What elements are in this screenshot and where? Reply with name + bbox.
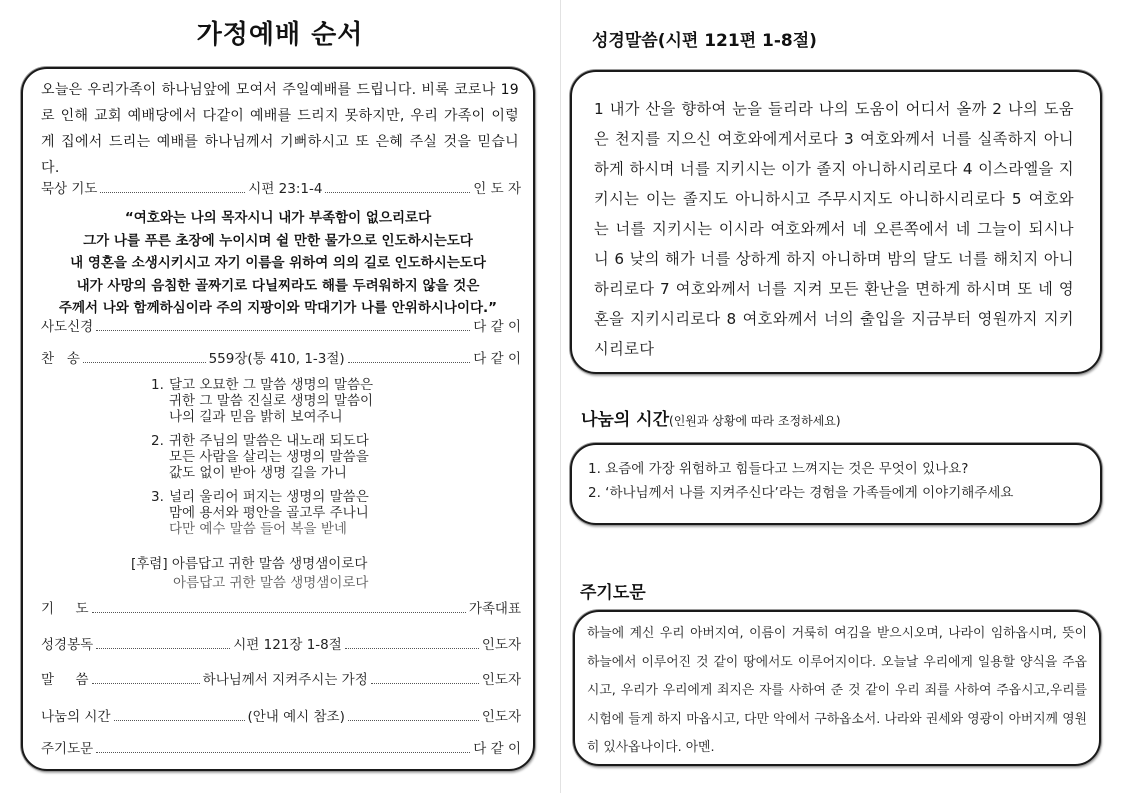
order-detail: 559장(통 410, 1-3절) [208, 351, 345, 367]
order-leader: 인도자 [481, 637, 521, 653]
lyric-line: 나의 길과 믿음 밝히 보여주니 [169, 409, 343, 425]
order-label: 사도신경 [41, 319, 94, 335]
lyric-line: 다만 예수 말씀 들어 복을 받네 [169, 521, 347, 537]
worship-order-box [21, 67, 535, 771]
chorus-line: [후렴] 아름답고 귀한 말씀 생명샘이로다 [131, 556, 368, 572]
lyric-line: 맘에 용서와 평안을 골고루 주나니 [169, 505, 369, 521]
order-item-sharing-time [41, 707, 521, 725]
lyric-line: 값도 없이 받아 생명 길을 가니 [169, 465, 347, 481]
dot-leader [348, 362, 471, 363]
dot-leader [100, 192, 245, 193]
order-leader: 인도자 [481, 672, 521, 688]
order-item-lords-prayer [41, 739, 521, 757]
scripture-box [570, 70, 1102, 374]
sharing-box [570, 443, 1102, 525]
dot-leader [92, 683, 200, 684]
sharing-title-text: 나눔의 시간 [581, 410, 670, 430]
stanza-number: 3. [151, 489, 164, 505]
dot-leader [114, 720, 245, 721]
intro-paragraph: 오늘은 우리가족이 하나님앞에 모여서 주일예배를 드립니다. 비록 코로나 19로 인해 교회 예배당에서 다같이 예배를 드리지 못하지만, 우리 가족이 이렇게 집에서 드리는 예배를 하나님께서 기뻐하시고 또 은혜 주실 것을 믿습니다. [41, 82, 519, 176]
dot-leader [96, 648, 230, 649]
dot-leader [96, 330, 470, 331]
scripture-text: 1 내가 산을 향하여 눈을 들리라 나의 도움이 어디서 올까 2 나의 도움은 천지를 지으신 여호와에게서로다 3 여호와께서 너를 실족하지 아니하게 하시며 너를 지키시는 이가 졸지 아니하시리로다 4 이스라엘을 지키시는 이는 졸지도 아니하시고 주무시지도 아니하시리로다 5 여호와는 너를 지키시는 이시라 여호와께서 네 오른쪽에서 네 그늘이 되시나니 6 낮의 해가 너를 상하게 하지 아니하며 밤의 달도 너를 해치지 아니하리로다 7 여호와께서 너를 지켜 모든 환난을 면하게 하시며 또 네 영혼을 지키시리로다 8 여호와께서 너의 출입을 지금부터 영원까지 지키시리로다 [594, 100, 1074, 358]
hymn-stanza-1 [151, 377, 373, 425]
page-divider [560, 0, 561, 793]
hymn-chorus [131, 555, 368, 593]
lyric-line: 귀한 주님의 말씀은 내노래 되도다 [169, 433, 369, 449]
order-item-scripture-reading [41, 635, 521, 653]
lords-prayer-title: 주기도문 [580, 583, 646, 603]
order-item-prayer [41, 599, 521, 617]
lyric-line: 모든 사람을 살리는 생명의 말씀을 [169, 449, 369, 465]
stanza-number: 2. [151, 433, 164, 449]
verse-line: “여호와는 나의 목자시니 내가 부족함이 없으리로다 [124, 210, 432, 226]
dot-leader [96, 752, 470, 753]
order-label: 나눔의 시간 [41, 709, 111, 725]
page-title: 가정예배 순서 [196, 20, 364, 50]
lyric-line: 널리 울리어 퍼지는 생명의 말씀은 [169, 489, 369, 505]
order-leader: 다 같 이 [473, 741, 521, 757]
sharing-title [581, 405, 841, 430]
verse-line: 그가 나를 푸른 초장에 누이시며 쉴 만한 물가으로 인도하시는도다 [83, 232, 473, 249]
order-item-hymn [41, 349, 521, 367]
lords-prayer-box [573, 610, 1101, 766]
sharing-question: 2. ‘하나님께서 나를 지켜주신다’라는 경험을 가족들에게 이야기해주세요 [588, 485, 1014, 501]
order-leader: 인도자 [481, 709, 521, 725]
lyric-line: 달고 오묘한 그 말씀 생명의 말씀은 [169, 377, 374, 393]
order-item-silent-prayer [41, 179, 521, 197]
order-leader: 인 도 자 [473, 181, 521, 197]
order-leader: 가족대표 [468, 601, 521, 617]
sharing-question: 1. 요즘에 가장 위험하고 힘들다고 느껴지는 것은 무엇이 있나요? [588, 461, 969, 477]
order-leader: 다 같 이 [473, 319, 521, 335]
order-label: 성경봉독 [41, 637, 94, 653]
dot-leader [345, 648, 479, 649]
dot-leader [371, 683, 479, 684]
stanza-number: 1. [151, 377, 164, 393]
dot-leader [325, 192, 470, 193]
order-leader: 다 같 이 [473, 351, 521, 367]
sharing-questions [588, 457, 1013, 505]
meditation-verse [23, 207, 533, 320]
order-detail: 시편 121장 1-8절 [233, 637, 342, 653]
scripture-title: 성경말씀(시편 121편 1-8절) [592, 31, 817, 51]
hymn-stanza-2 [151, 433, 373, 481]
verse-line: 주께서 나와 함께하심이라 주의 지팡이와 막대기가 나를 안위하시나이다.” [58, 300, 498, 316]
order-label: 묵상 기도 [41, 181, 98, 197]
hymn-stanza-3 [151, 489, 373, 537]
verse-line: 내가 사망의 음침한 골짜기로 다닐찌라도 해를 두려워하지 않을 것은 [76, 277, 480, 294]
verse-line: 내 영혼을 소생시키시고 자기 이름을 위하여 의의 길로 인도하시는도다 [70, 255, 486, 271]
chorus-line: 아름답고 귀한 말씀 생명샘이로다 [173, 575, 369, 591]
order-label: 찬 송 [41, 351, 80, 367]
order-label: 말 씀 [41, 672, 89, 688]
order-label: 기 도 [41, 601, 89, 617]
sharing-subtitle: (인원과 상황에 따라 조정하세요) [669, 414, 841, 428]
lords-prayer-text: 하늘에 계신 우리 아버지여, 이름이 거룩히 여김을 받으시오며, 나라이 임하옵시며, 뜻이 하늘에서 이루어진 것 같이 땅에서도 이루어지이다. 오늘날 우리에게 일용할 양식을 주옵시고, 우리가 우리에게 죄지은 자를 사하여 준 것 같이 우리 죄를 사하여 주옵시고,우리를 시험에 들게 하지 마옵시고, 다만 악에서 구하옵소서. 나라와 권세와 영광이 아버지께 영원히 있사옵나이다. 아멘. [587, 626, 1087, 755]
order-detail: 하나님께서 지켜주시는 가정 [202, 672, 368, 688]
order-detail: 시편 23:1-4 [248, 181, 323, 197]
lyric-line: 귀한 그 말씀 진실로 생명의 말씀이 [169, 393, 374, 409]
order-detail: (안내 예시 참조) [247, 709, 345, 725]
dot-leader [83, 362, 206, 363]
dot-leader [348, 720, 479, 721]
order-item-sermon [41, 670, 521, 688]
dot-leader [92, 612, 466, 613]
order-label: 주기도문 [41, 741, 94, 757]
hymn-lyrics [151, 377, 373, 545]
order-item-apostles-creed [41, 317, 521, 335]
